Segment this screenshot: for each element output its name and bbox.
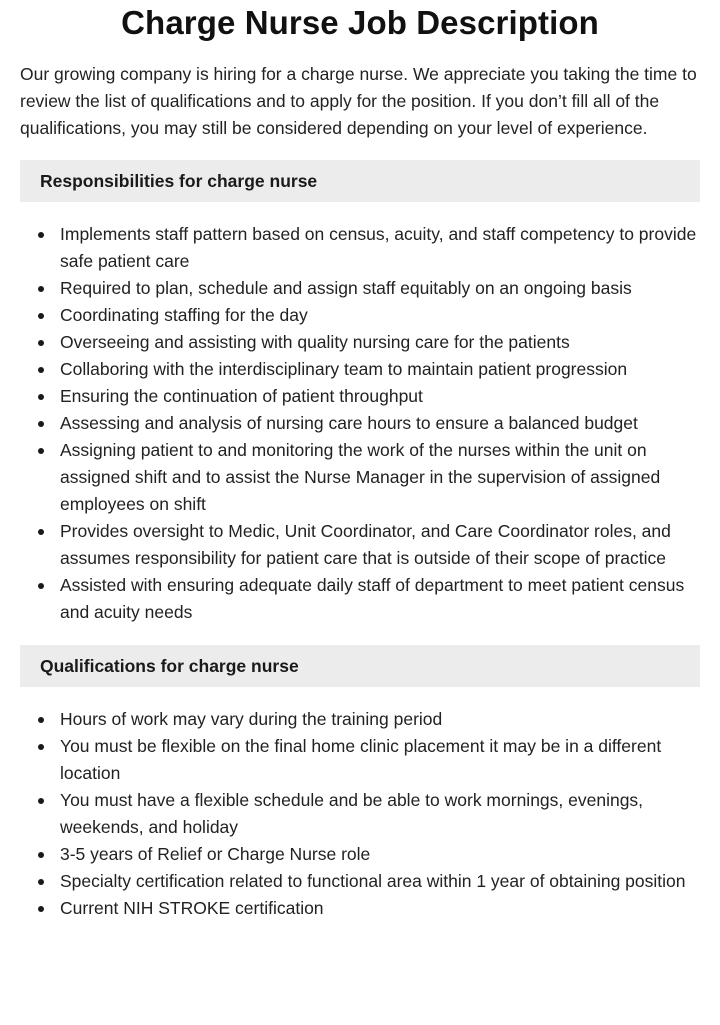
bullet-icon bbox=[38, 394, 44, 400]
list-item bbox=[60, 356, 700, 383]
list-item bbox=[60, 733, 700, 787]
list-item-text: Assisted with ensuring adequate daily staff of department to meet patient census and acuity needs bbox=[60, 575, 685, 622]
bullet-icon bbox=[38, 852, 44, 858]
list-item-text: Specialty certification related to functional area within 1 year of obtaining position bbox=[60, 871, 686, 891]
list-item-text: Provides oversight to Medic, Unit Coordinator, and Care Coordinator roles, and assumes responsibility for patient care that is outside of their scope of practice bbox=[60, 521, 671, 568]
list-item bbox=[60, 572, 700, 626]
list-item-text: Assigning patient to and monitoring the work of the nurses within the unit on assigned shift and to assist the Nurse Manager in the supervision of assigned employees on shift bbox=[60, 440, 661, 514]
bullet-icon bbox=[38, 340, 44, 346]
list-item bbox=[60, 383, 700, 410]
list-item-text: Hours of work may vary during the training period bbox=[60, 709, 443, 729]
list-item bbox=[60, 437, 700, 518]
list-item-text: Coordinating staffing for the day bbox=[60, 305, 308, 325]
bullet-icon bbox=[38, 232, 44, 238]
list-item bbox=[60, 841, 700, 868]
intro-paragraph: Our growing company is hiring for a charge nurse. We appreciate you taking the time to review the list of qualifications and to apply for the position. If you don’t fill all of the qualifications, you may still be considered depending on your level of experience. bbox=[20, 64, 697, 138]
list-item bbox=[60, 787, 700, 841]
bullet-icon bbox=[38, 879, 44, 885]
list-item-text: You must have a flexible schedule and be able to work mornings, evenings, weekends, and holiday bbox=[60, 790, 644, 837]
qualifications-list bbox=[20, 706, 700, 922]
bullet-icon bbox=[38, 798, 44, 804]
bullet-icon bbox=[38, 313, 44, 319]
bullet-icon bbox=[38, 421, 44, 427]
list-item-text: Required to plan, schedule and assign staff equitably on an ongoing basis bbox=[60, 278, 632, 298]
list-item bbox=[60, 275, 700, 302]
responsibilities-list bbox=[20, 221, 700, 626]
list-item bbox=[60, 518, 700, 572]
list-item-text: Implements staff pattern based on census, acuity, and staff competency to provide safe patient care bbox=[60, 224, 697, 271]
list-item bbox=[60, 868, 700, 895]
list-item-text: You must be flexible on the final home clinic placement it may be in a different location bbox=[60, 736, 662, 783]
bullet-icon bbox=[38, 448, 44, 454]
responsibilities-header: Responsibilities for charge nurse bbox=[20, 160, 700, 202]
bullet-icon bbox=[38, 583, 44, 589]
page-title: Charge Nurse Job Description bbox=[121, 4, 599, 41]
bullet-icon bbox=[38, 906, 44, 912]
list-item-text: Current NIH STROKE certification bbox=[60, 898, 324, 918]
list-item bbox=[60, 221, 700, 275]
bullet-icon bbox=[38, 717, 44, 723]
list-item bbox=[60, 410, 700, 437]
bullet-icon bbox=[38, 367, 44, 373]
bullet-icon bbox=[38, 529, 44, 535]
list-item-text: Collaboring with the interdisciplinary team to maintain patient progression bbox=[60, 359, 628, 379]
list-item-text: Ensuring the continuation of patient throughput bbox=[60, 386, 423, 406]
bullet-icon bbox=[38, 744, 44, 750]
list-item-text: Assessing and analysis of nursing care hours to ensure a balanced budget bbox=[60, 413, 638, 433]
list-item bbox=[60, 706, 700, 733]
qualifications-header: Qualifications for charge nurse bbox=[20, 645, 700, 687]
bullet-icon bbox=[38, 286, 44, 292]
list-item-text: Overseeing and assisting with quality nursing care for the patients bbox=[60, 332, 570, 352]
list-item bbox=[60, 302, 700, 329]
list-item bbox=[60, 329, 700, 356]
list-item-text: 3-5 years of Relief or Charge Nurse role bbox=[60, 844, 371, 864]
list-item bbox=[60, 895, 700, 922]
